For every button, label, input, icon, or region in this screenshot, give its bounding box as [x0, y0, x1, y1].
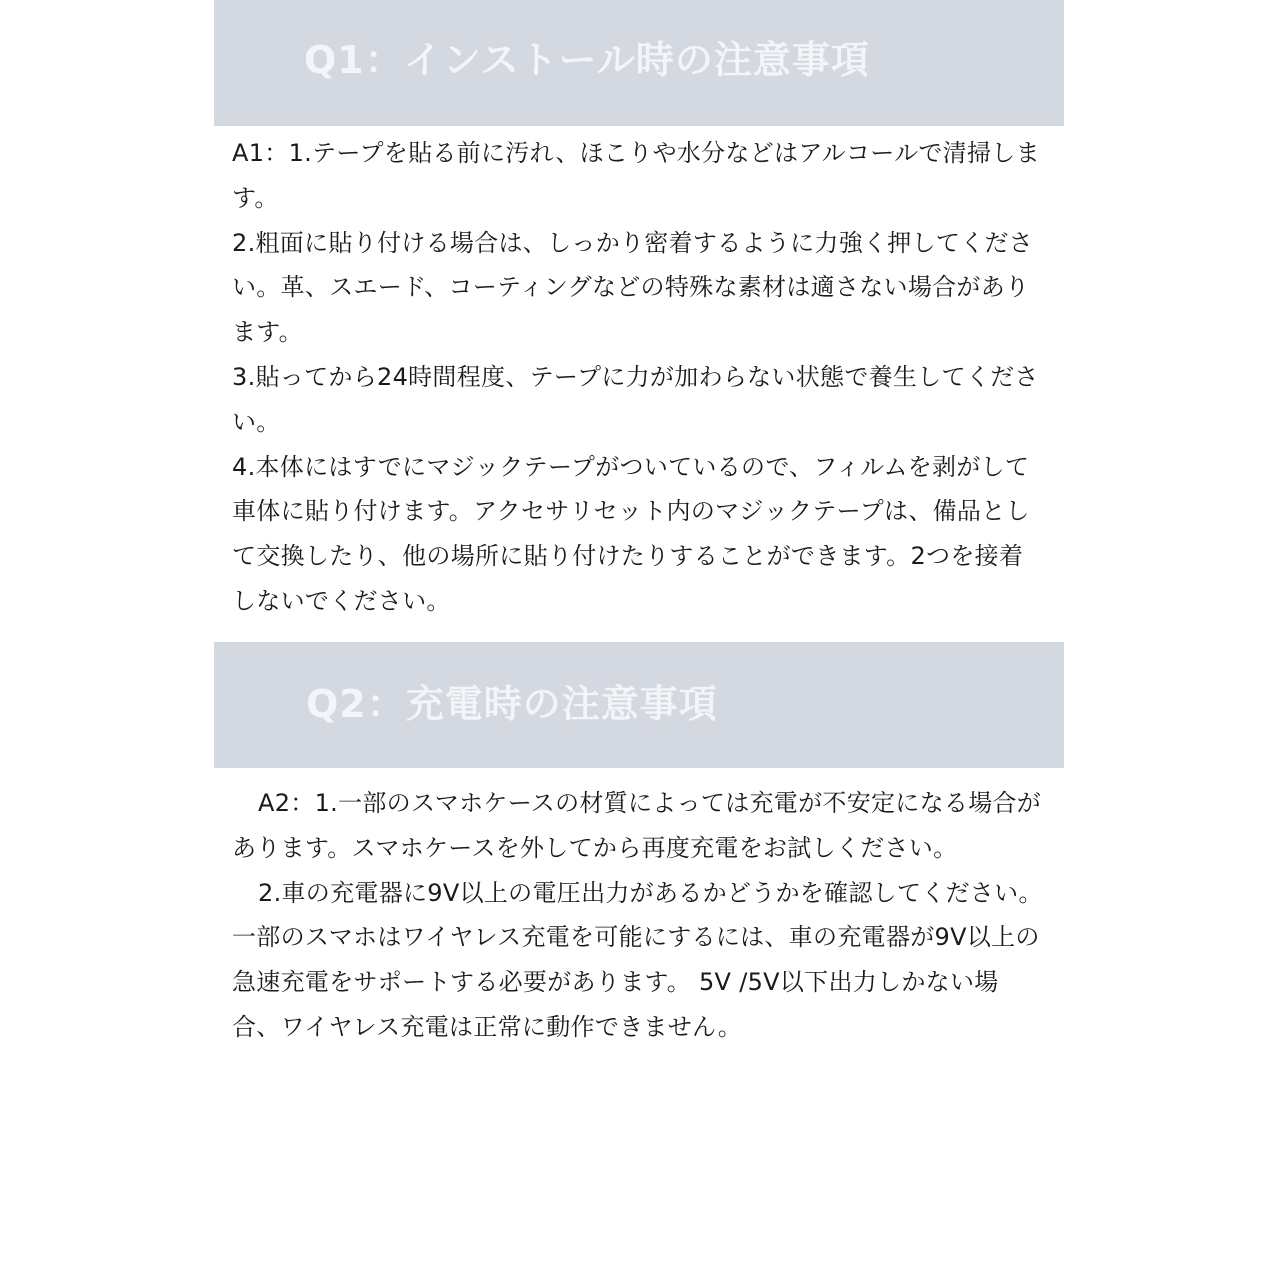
a1-item-2: 2.粗面に貼り付ける場合は、しっかり密着するように力強く押してください。革、スエード、コーティングなどの特殊な素材は適さない場合があります。	[232, 228, 1034, 347]
q1-title: Q1：インストール時の注意事項	[304, 38, 870, 82]
a1-answer	[214, 131, 1064, 624]
q1-header-banner	[214, 0, 1064, 126]
a1-body	[214, 131, 1064, 624]
q2-section	[214, 642, 1064, 768]
a2-body	[214, 781, 1064, 1050]
a1-item-4: 4.本体にはすでにマジックテープがついているので、フィルムを剥がして車体に貼り付けます。アクセサリセット内のマジックテープは、備品として交換したり、他の場所に貼り付けたりすることができます。2つを接着しないでください。	[232, 452, 1030, 615]
a1-item-3: 3.貼ってから24時間程度、テープに力が加わらない状態で養生してください。	[232, 362, 1039, 436]
a2-answer	[214, 781, 1064, 1050]
a1-item-1: A1：1.テープを貼る前に汚れ、ほこりや水分などはアルコールで清掃します。	[232, 139, 1040, 212]
q2-title: Q2：充電時の注意事項	[306, 682, 718, 726]
q2-header-banner	[214, 642, 1064, 768]
a2-item-1: A2：1.一部のスマホケースの材質によっては充電が不安定になる場合があります。スマホケースを外してから再度充電をお試しください。	[232, 789, 1042, 862]
a2-item-2: 2.車の充電器に9V以上の電圧出力があるかどうかを確認してください。一部のスマホはワイヤレス充電を可能にするには、車の充電器が9V以上の急速充電をサポートする必要があります。 5V /5V以下出力しかない場合、ワイヤレス充電は正常に動作できません。	[232, 878, 1043, 1041]
q1-section	[214, 0, 1064, 126]
